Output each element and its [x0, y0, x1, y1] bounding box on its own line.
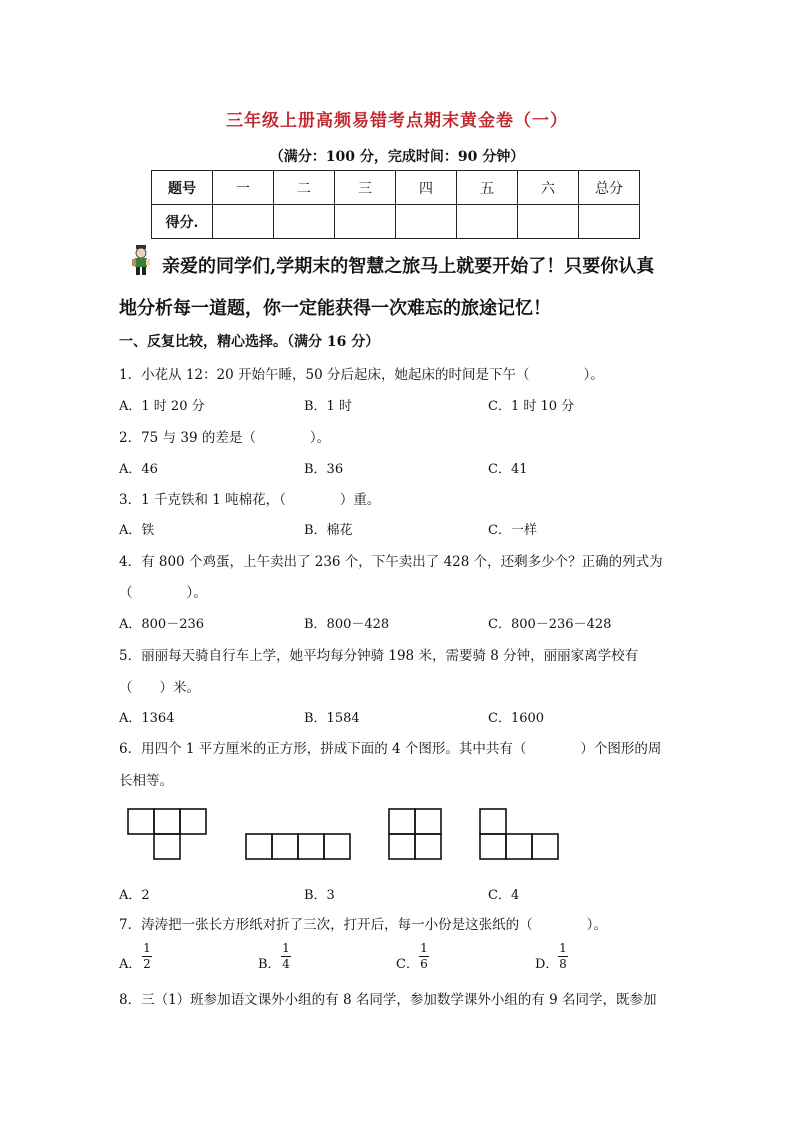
- option-b[interactable]: B．棉花: [304, 523, 353, 538]
- header-cell: 一: [213, 171, 274, 205]
- fraction-one-eighth: [558, 942, 568, 971]
- numerator: 1: [559, 941, 567, 955]
- header-cell: 三: [335, 171, 396, 205]
- denominator: 8: [559, 957, 567, 971]
- figure-2: [246, 834, 350, 859]
- option-c-label[interactable]: C．: [396, 957, 419, 972]
- fraction-one-quarter: [281, 942, 291, 971]
- numerator: 1: [420, 941, 428, 955]
- option-a[interactable]: A．2: [119, 888, 150, 903]
- option-b[interactable]: B．1584: [304, 711, 360, 726]
- option-b-label[interactable]: B．: [258, 957, 281, 972]
- question-7: 7．涛涛把一张长方形纸对折了三次，打开后，每一小份是这张纸的（ ）。: [119, 917, 607, 933]
- option-a[interactable]: A．800－236: [119, 617, 205, 632]
- option-a[interactable]: A．1 时 20 分: [119, 399, 205, 414]
- question-6-continued: 长相等。: [119, 773, 173, 789]
- exam-info: （满分：100 分，完成时间：90 分钟）: [269, 149, 525, 165]
- option-b[interactable]: B．3: [304, 888, 335, 903]
- option-d-label[interactable]: D．: [535, 957, 559, 972]
- option-a-label[interactable]: A．: [119, 957, 142, 972]
- option-a[interactable]: A．46: [119, 462, 158, 477]
- score-row-label: 得分.: [152, 205, 213, 239]
- option-c[interactable]: C．1600: [488, 711, 545, 726]
- section-heading: 一、反复比较，精心选择。（满分 16 分）: [119, 334, 380, 350]
- header-cell: 五: [457, 171, 518, 205]
- header-cell: 题号: [152, 171, 213, 205]
- fraction-one-sixth: [419, 942, 429, 971]
- question-5: 5．丽丽每天骑自行车上学，她平均每分钟骑 198 米，需要骑 8 分钟，丽丽家离学校有: [119, 648, 639, 664]
- header-cell: 二: [274, 171, 335, 205]
- question-4: 4．有 800 个鸡蛋，上午卖出了 236 个，下午卖出了 428 个，还剩多少个？正确的列式为: [119, 554, 663, 570]
- numerator: 1: [143, 941, 151, 955]
- question-1: 1．小花从 12：20 开始午睡，50 分后起床，她起床的时间是下午（ ）。: [119, 367, 604, 383]
- page-title: 三年级上册高频易错考点期末黄金卷（一）: [226, 111, 568, 131]
- option-c[interactable]: C．41: [488, 462, 528, 477]
- figure-4: [480, 809, 558, 859]
- option-c[interactable]: C．一样: [488, 523, 537, 538]
- question-4-continued: （ ）。: [119, 585, 207, 601]
- intro-line-1: 亲爱的同学们,学期末的智慧之旅马上就要开始了！只要你认真: [162, 256, 655, 277]
- intro-line-2: 地分析每一道题，你一定能获得一次难忘的旅途记忆！: [119, 298, 551, 319]
- option-b[interactable]: B．800－428: [304, 617, 390, 632]
- option-b[interactable]: B．36: [304, 462, 344, 477]
- header-cell: 六: [518, 171, 579, 205]
- header-cell: 总分: [579, 171, 640, 205]
- question-3: 3．1 千克铁和 1 吨棉花，（ ）重。: [119, 492, 381, 508]
- option-c[interactable]: C．800－236－428: [488, 617, 612, 632]
- denominator: 2: [143, 957, 151, 971]
- header-cell: 四: [396, 171, 457, 205]
- denominator: 4: [282, 957, 290, 971]
- question-8: 8．三（1）班参加语文课外小组的有 8 名同学，参加数学课外小组的有 9 名同学，既参加: [119, 992, 657, 1008]
- figure-3: [389, 809, 441, 859]
- question-2: 2．75 与 39 的差是（ ）。: [119, 430, 331, 446]
- question-5-continued: （ ）米。: [119, 680, 200, 696]
- option-a[interactable]: A．铁: [119, 523, 155, 538]
- option-c[interactable]: C．1 时 10 分: [488, 399, 575, 414]
- question-6: 6．用四个 1 平方厘米的正方形，拼成下面的 4 个图形。其中共有（ ）个图形的周: [119, 741, 662, 757]
- option-a[interactable]: A．1364: [119, 711, 175, 726]
- numerator: 1: [282, 941, 290, 955]
- denominator: 6: [420, 957, 428, 971]
- option-b[interactable]: B．1 时: [304, 399, 352, 414]
- figure-1: [128, 809, 206, 859]
- fraction-one-half: [142, 942, 152, 971]
- option-c[interactable]: C．4: [488, 888, 520, 903]
